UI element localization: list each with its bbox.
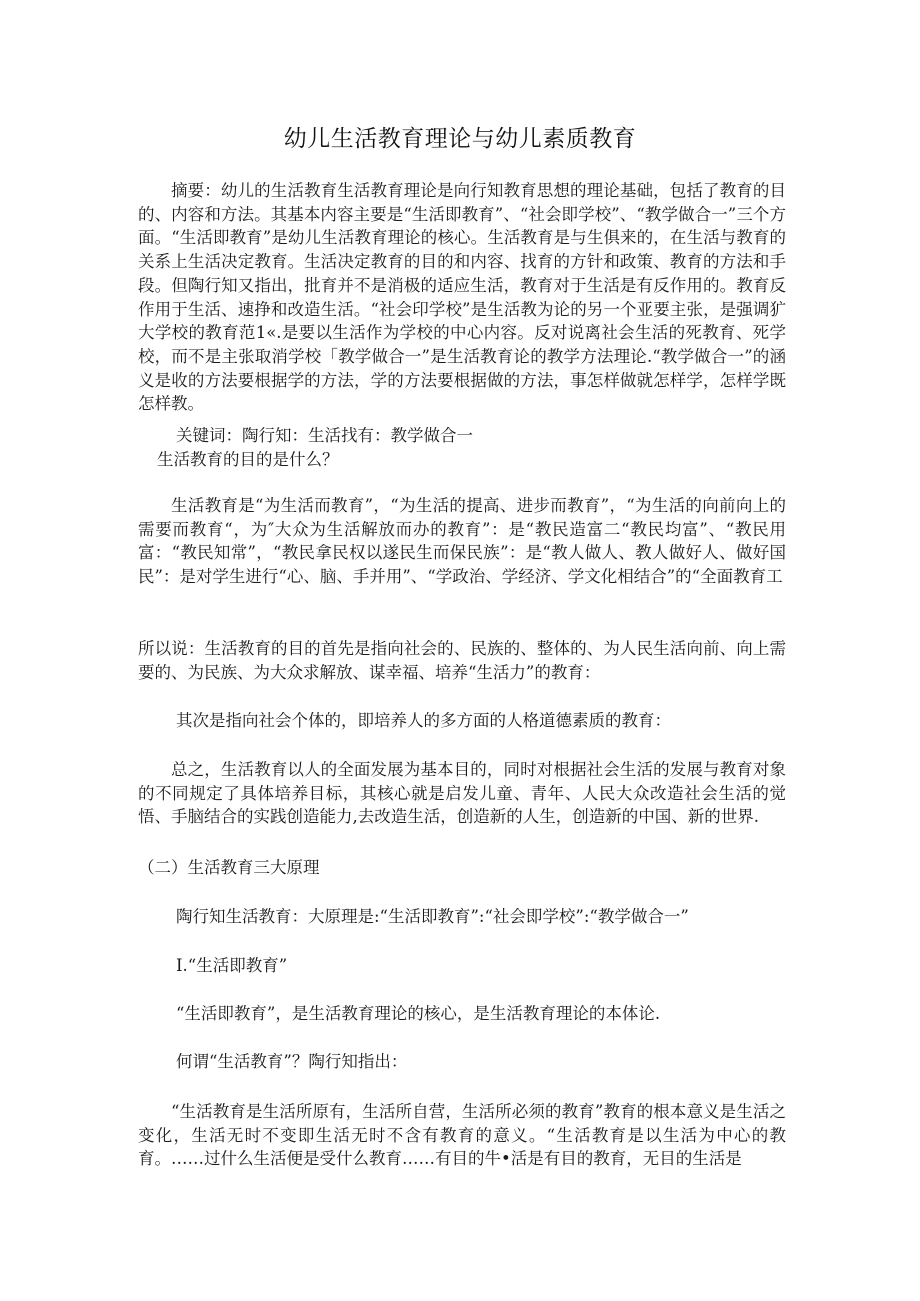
body-paragraph-1: 生活教育是“为生活而教育”，“为生活的提高、进步而教育”，“为生活的向前向上的需要而教育“，为″大众为生活解放而办的教育”：是“教民造富二“教民均富”、“教民用富：“教民知常”，“教民拿民权以遂民生而保民族”：是“教人做人、教人做好人、做好国民”：是对学生进行“心、脑、手并用”、“学政治、学经济、学文化相结合”的“全面教育工: [138, 496, 786, 587]
abstract-paragraph: 摘要：幼儿的生活教育生活教育理论是向行知教育思想的理论基础，包括了教育的目的、内容和方法。其基本内容主要是“生活即教育”、“社会即学校”、“教学做合一”三个方面。“生活即教育”是幼儿生活教育理论的核心。生活教育是与生俱来的，在生活与教育的关系上生活决定教育。生活决定教育的目的和内容、找育的方针和政策、教育的方法和手段。但陶行知又指出，批育并不是消极的适应生活，教育对于生活是有反作用的。教育反作用于生活、速挣和改造生活。“社会印学校”是生活教为论的另一个亚要主张，是强调犷大学校的教育范1«.是要以生活作为学校的中心内容。反对说离社会生活的死教育、死学校，而不是主张取消学校「教学做合一”是生活教育论的教学方法理论.“教学做合一”的涵义是收的方法要根据学的方法，学的方法要根据做的方法，事怎样做就怎样学，怎样学既怎样教。: [138, 181, 786, 414]
section-heading: （二）生活教育三大原理: [138, 858, 320, 877]
keywords-line: 关键词：陶行知：生活找有：教学做合一: [176, 426, 473, 445]
subheading-1: I.“生活即教育”: [176, 956, 288, 975]
body-paragraph-8: “生活教育是生活所原有，生活所自营，生活所必须的教育”教育的根本意义是生活之变化，生活无时不变即生活无时不含有教育的意义。“生活教育是以生活为中心的教育。……过什么生活便是受什么教育……有目的牛•活是有目的教育，无目的生活是: [138, 1102, 786, 1169]
question-line: 生活教育的目的是什么？: [157, 450, 339, 469]
body-paragraph-2: 所以说：生活教育的目的首先是指向社会的、民族的、整体的、为人民生活向前、向上需要的、为民族、为大众求解放、谋幸福、培养“生活力”的教育：: [138, 639, 786, 682]
body-paragraph-5: 陶行知生活教育：大原理是:“生活即教育”:“社会即学校”:“教学做合一”: [176, 907, 689, 926]
document-title: 幼儿生活教育理论与幼儿素质教育: [283, 126, 637, 152]
body-paragraph-7: 何谓“生活教育”？陶行知指出：: [176, 1052, 408, 1071]
body-paragraph-3: 其次是指向社会个体的，即培养人的多方面的人格道德素质的教育：: [176, 711, 671, 730]
body-paragraph-4: 总之，生活教育以人的全面发展为基本目的，同时对根据社会生活的发展与教育对象的不同规定了具体培养目标，其核心就是启发儿童、青年、人民大众改造社会生活的觉悟、手脑结合的实践创造能力,去改造生活，创造新的人生，创造新的中国、新的世界.: [138, 760, 786, 827]
body-paragraph-6: “生活即教育”，是生活教育理论的核心，是生活教育理论的本体论.: [176, 1004, 661, 1023]
